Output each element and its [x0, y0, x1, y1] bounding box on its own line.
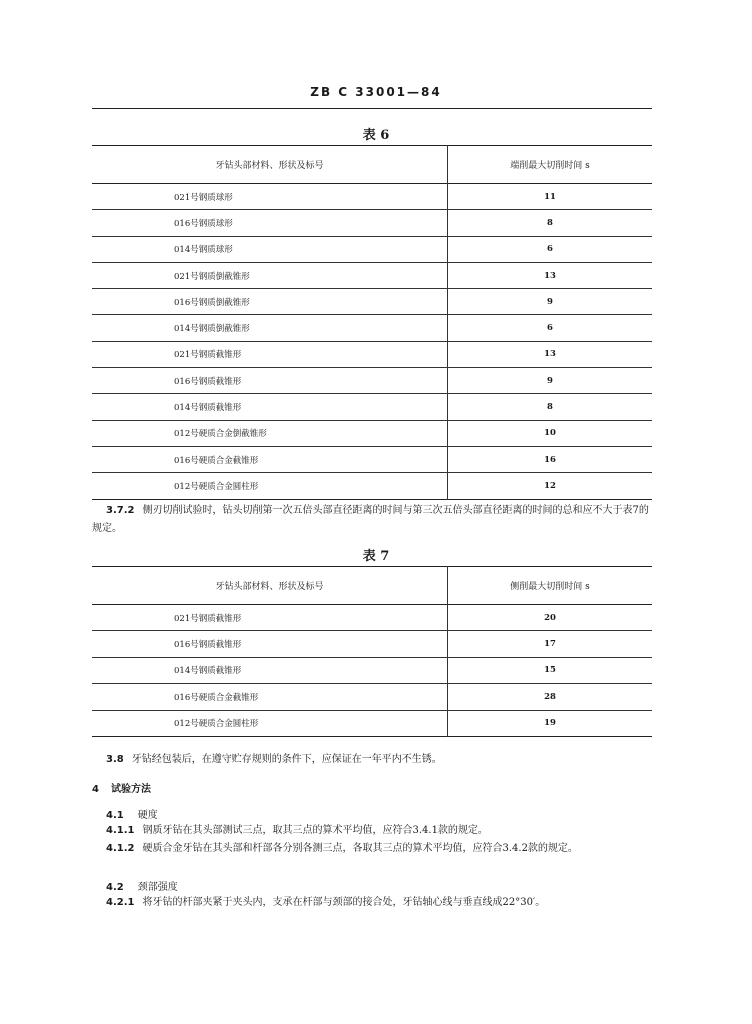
row-value: 20 [544, 612, 556, 623]
clause-text: 侧刃切削试验时，钻头切削第一次五倍头部直径距离的时间与第三次五倍头部直径距离的时间的总和应不大于表7的规定。 [92, 505, 649, 534]
section-number: 4.1 [106, 810, 124, 821]
clause-text: 钢质牙钻在其头部测试三点，取其三点的算术平均值，应符合3.4.1款的规定。 [142, 825, 488, 836]
table-7-title: 表 7 [362, 549, 390, 564]
table-row [92, 446, 652, 472]
row-label: 012号硬质合金倒截锥形 [92, 420, 448, 446]
row-label: 021号钢质倒截锥形 [92, 262, 448, 288]
clause-3-7-2 [92, 502, 652, 538]
row-label: 014号钢质球形 [92, 236, 448, 262]
row-label: 016号钢质倒截锥形 [92, 289, 448, 315]
row-label: 014号钢质截锥形 [92, 657, 448, 683]
table-row [92, 236, 652, 262]
row-value: 8 [547, 217, 553, 228]
row-label: 016号钢质截锥形 [92, 368, 448, 394]
table-6-title: 表 6 [362, 128, 390, 143]
table-6-col-time: 端削最大切削时间 s [510, 161, 590, 171]
table-row [92, 684, 652, 710]
row-value: 10 [544, 428, 556, 439]
table-row [92, 605, 652, 631]
clause-text: 牙钻经包装后，在遵守贮存规则的条件下，应保证在一年平内不生锈。 [131, 754, 442, 765]
row-value: 8 [547, 402, 553, 413]
table-6 [92, 145, 652, 500]
clause-number: 4.1.2 [106, 843, 135, 854]
row-value: 13 [544, 270, 556, 281]
clause-number: 3.8 [106, 754, 124, 765]
table-7 [92, 566, 652, 737]
section-title: 硬度 [137, 810, 158, 821]
row-value: 13 [544, 349, 556, 360]
row-label: 014号钢质倒截锥形 [92, 315, 448, 341]
row-label: 016号硬质合金截锥形 [92, 446, 448, 472]
row-label: 012号硬质合金圆柱形 [92, 473, 448, 499]
clause-text: 将牙钻的杆部夹紧于夹头内，支承在杆部与颈部的接合处，牙钻轴心线与垂直线成22°30′。 [142, 897, 546, 908]
row-label: 012号硬质合金圆柱形 [92, 710, 448, 736]
row-label: 016号硬质合金截锥形 [92, 684, 448, 710]
clause-number: 4.2.1 [106, 897, 135, 908]
row-value: 19 [544, 718, 556, 729]
table-7-col-material: 牙钻头部材料、形状及标号 [92, 567, 448, 605]
row-label: 016号钢质截锥形 [92, 631, 448, 657]
section-number: 4.2 [106, 882, 124, 893]
row-label: 014号钢质截锥形 [92, 394, 448, 420]
row-value: 28 [544, 691, 556, 702]
clause-number: 4.1.1 [106, 825, 135, 836]
clause-number: 3.7.2 [106, 505, 135, 516]
table-6-header-row [92, 146, 652, 184]
table-row [92, 262, 652, 288]
row-value: 6 [547, 323, 553, 334]
clause-text: 硬质合金牙钻在其头部和杆部各分别各测三点，各取其三点的算术平均值，应符合3.4.2款的规定。 [142, 843, 578, 854]
table-7-header-row [92, 567, 652, 605]
row-label: 016号钢质球形 [92, 210, 448, 236]
table-row [92, 184, 652, 210]
row-label: 021号钢质截锥形 [92, 605, 448, 631]
table-row [92, 420, 652, 446]
table-row [92, 289, 652, 315]
table-row [92, 315, 652, 341]
row-value: 9 [547, 375, 553, 386]
table-row [92, 394, 652, 420]
clause-4-1-2 [92, 840, 652, 858]
row-value: 12 [544, 480, 556, 491]
section-title: 颈部强度 [137, 882, 178, 893]
clause-4-1-1 [92, 822, 652, 840]
clause-3-8 [92, 751, 652, 769]
row-label: 021号钢质球形 [92, 184, 448, 210]
section-4-2-heading [106, 878, 178, 893]
row-label: 021号钢质截锥形 [92, 341, 448, 367]
table-row [92, 657, 652, 683]
table-row [92, 631, 652, 657]
section-4-1-heading [106, 806, 158, 821]
row-value: 11 [544, 191, 556, 202]
row-value: 9 [547, 296, 553, 307]
header-rule [92, 108, 652, 109]
table-6-col-material: 牙钻头部材料、形状及标号 [92, 146, 448, 184]
standard-code: ZB C 33001—84 [310, 85, 442, 99]
table-row [92, 210, 652, 236]
section-title: 试验方法 [110, 784, 151, 795]
section-number: 4 [92, 784, 99, 795]
table-row [92, 473, 652, 499]
clause-4-2-1 [92, 894, 652, 912]
row-value: 6 [547, 244, 553, 255]
table-7-col-time: 侧削最大切削时间 s [510, 582, 590, 592]
table-row [92, 710, 652, 736]
row-value: 15 [544, 665, 556, 676]
table-row [92, 341, 652, 367]
row-value: 16 [544, 454, 556, 465]
table-row [92, 368, 652, 394]
section-4-heading [92, 780, 151, 795]
row-value: 17 [544, 639, 556, 650]
